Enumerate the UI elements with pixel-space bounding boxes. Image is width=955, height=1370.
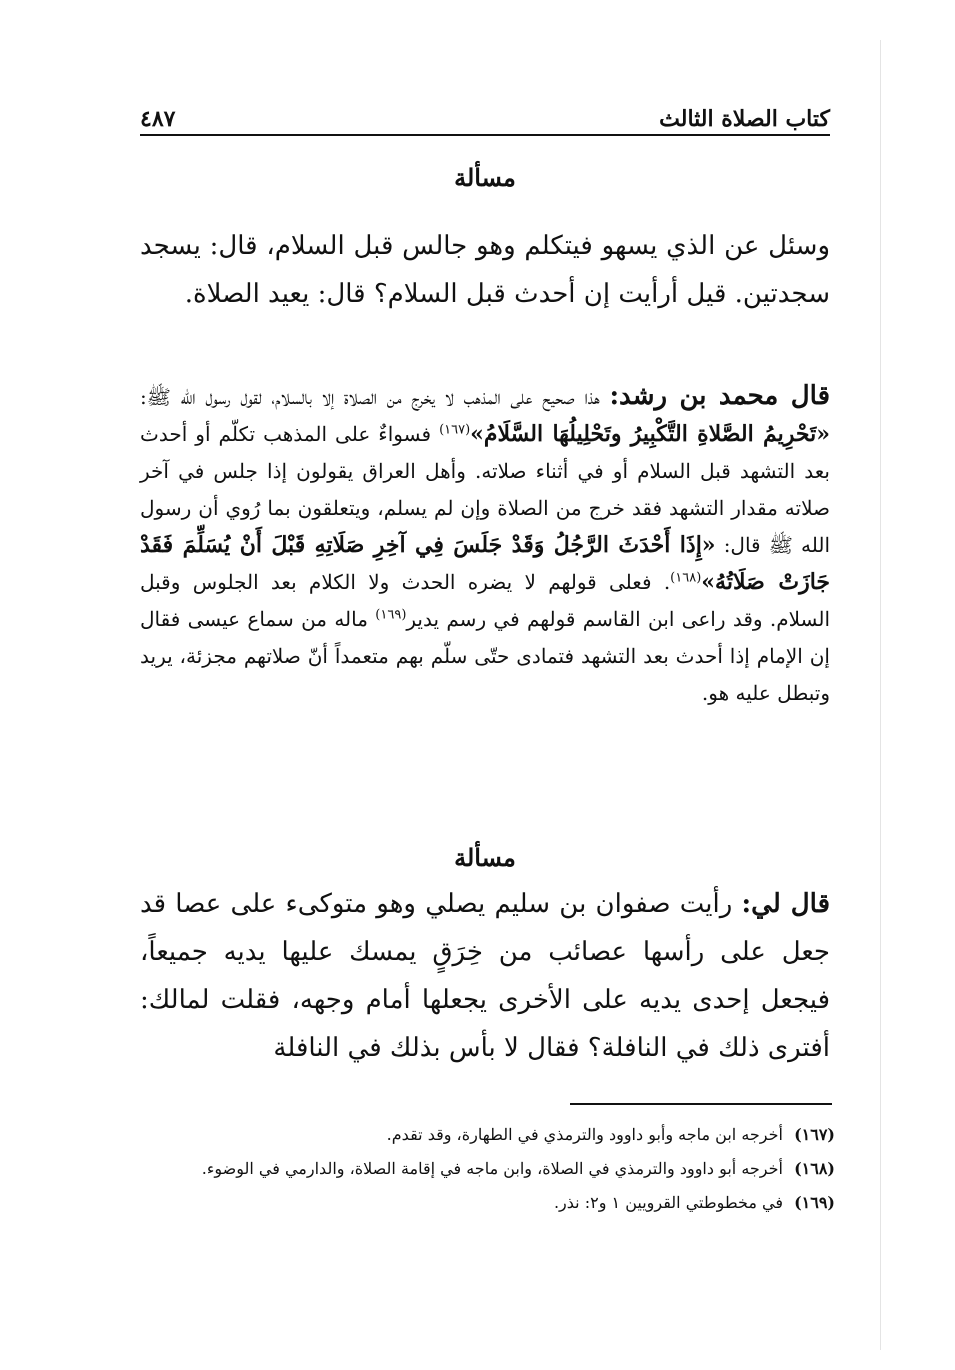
footnotes: [140, 1120, 835, 1222]
footnote-text: أخرجه أبو داوود والترمذي في الصلاة، وابن ماجه في إقامة الصلاة، والدارمي في الوضوء.: [201, 1159, 783, 1178]
question-paragraph-2: [140, 880, 830, 1072]
commentary-text-4: ماله من سماع عيسى فقال إن الإمام إذا أحدث بعد التشهد فتمادى حتّى سلّم بهم متعمداً أنّ صلاتهم مجزئة، يريد وتبطل عليه هو.: [140, 607, 830, 705]
footnote-number: (١٦٧): [794, 1125, 835, 1144]
header-rule: [140, 134, 830, 136]
hadith-1: «تَحْرِيمُ الصَّلاةِ التَّكْبِيرُ وتَحْلِيلُهَا السَّلَامُ»: [470, 421, 831, 447]
page-edge-line: [880, 40, 881, 1350]
footnote-169: [140, 1188, 835, 1218]
question-text-1: وسئل عن الذي يسهو فيتكلم وهو جالس قبل السلام، قال: يسجد سجدتين. قيل أرأيت إن أحدث قبل السلام؟ قال: يعيد الصلاة.: [140, 231, 830, 309]
commentary-text-3: . فعلى قولهم لا يضره الحدث ولا الكلام بعد الجلوس وقبل السلام. وقد راعى ابن القاسم قولهم في رسم يدير: [140, 570, 831, 631]
commentary-lead: قال محمد بن رشد:: [609, 381, 830, 411]
footnote-number: (١٦٩): [794, 1193, 835, 1212]
footnote-text: أخرجه ابن ماجه وأبو داوود والترمذي في الطهارة، وقد تقدم.: [386, 1125, 783, 1144]
running-title: كتاب الصلاة الثالث: [659, 106, 830, 132]
question-paragraph-1: [140, 222, 830, 318]
question-lead-2: قال لي:: [741, 889, 831, 919]
commentary-paragraph: [140, 378, 830, 712]
commentary-text-2: فسواءٌ على المذهب تكلّم أو أحدث بعد التشهد قبل السلام أو في أثناء صلاته. وأهل العراق يقولون إذا جلس في آخر صلاته مقدار التشهد فقد خرج من الصلاة وإن لم يسلم، ويتعلقون بما رُوي أن رسول الله ﷺ قال:: [140, 422, 830, 557]
page-number: ٤٨٧: [140, 106, 176, 132]
footnote-text: في مخطوطتي القرويين ١ و٢: نذر.: [553, 1193, 783, 1212]
section-heading-1: مسألة: [454, 163, 516, 192]
section-heading-2: مسألة: [454, 843, 516, 872]
footnote-number: (١٦٨): [794, 1159, 835, 1178]
footnote-ref-169: (١٦٩): [375, 607, 407, 623]
footnote-167: [140, 1120, 835, 1150]
commentary-text-1: هذا صحيح على المذهب لا يخرج من الصلاة إلا بالسلام، لقول رسول الله ﷺ:: [140, 385, 600, 409]
footnote-rule: [570, 1103, 832, 1105]
page-header: [140, 92, 830, 132]
hadith-2: «إِذَا أَحْدَثَ الرَّجُلُ وَقَدْ جَلَسَ فِي آخِرِ صَلَاتِهِ قَبْلَ أَنْ يُسَلِّمَ فَقَدْ جَازَتْ صَلَاتُهُ»: [140, 532, 830, 595]
footnote-168: [140, 1154, 835, 1184]
question-text-2: رأيت صفوان بن سليم يصلي وهو متوكىء على عصا قد جعل على رأسها عصائب من خِرَقٍ يمسك عليها يديه جميعاً، فيجعل إحدى يديه على الأخرى يجعلها أمام وجهه، فقلت لمالك: أفترى ذلك في النافلة؟ فقال لا بأس بذلك في النافلة: [140, 889, 830, 1063]
footnote-ref-167: (١٦٧): [439, 422, 471, 438]
footnote-ref-168: (١٦٨): [670, 570, 702, 586]
